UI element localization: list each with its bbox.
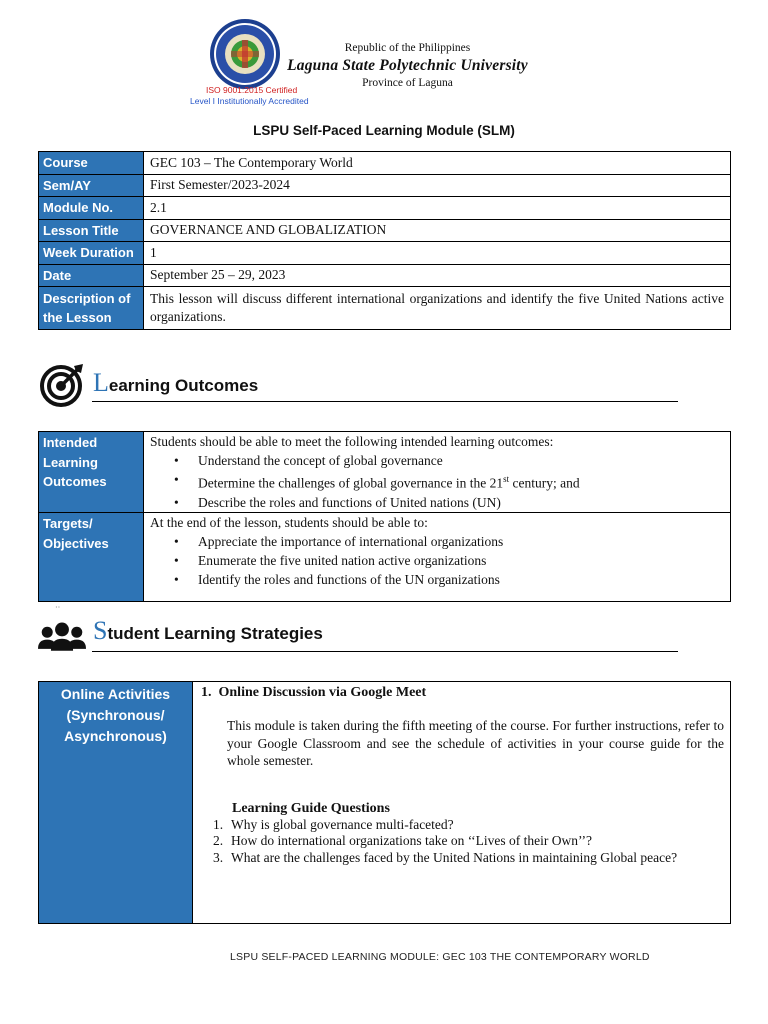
lesson-title-value: GOVERNANCE AND GLOBALIZATION [144, 219, 731, 242]
list-item [213, 817, 724, 834]
course-value: GEC 103 – The Contemporary World [144, 152, 731, 175]
list-item-text: Describe the roles and functions of United nations (UN) [198, 494, 501, 510]
module-no-value: 2.1 [144, 197, 731, 220]
list-item-text: Identify the roles and functions of the UN organizations [198, 572, 500, 587]
list-item [174, 470, 724, 493]
targets-cell [144, 513, 731, 602]
strategies-title [93, 616, 323, 646]
list-item [174, 570, 724, 589]
question-number: 3. [213, 849, 224, 865]
learning-outcomes-table [38, 431, 731, 602]
activity-title: Online Discussion via Google Meet [218, 685, 427, 700]
heading-rule [92, 401, 678, 402]
list-item [213, 833, 724, 850]
page-footer: LSPU SELF-PACED LEARNING MODULE: GEC 103 THE CONTEMPORARY WORLD [230, 951, 650, 963]
online-activities-label: Online Activities (Synchronous/ Asynchronous) [39, 682, 193, 924]
iso-certification: ISO 9001:2015 Certified [206, 85, 298, 95]
date-value: September 25 – 29, 2023 [144, 264, 731, 287]
list-item [213, 850, 724, 867]
list-item-text: Understand the concept of global governance [198, 453, 443, 468]
module-no-row [39, 197, 731, 220]
question-text: Why is global governance multi-faceted? [231, 816, 454, 832]
week-duration-row [39, 242, 731, 265]
online-activities-row [39, 682, 731, 924]
heading-rule [92, 651, 678, 652]
learning-outcomes-heading [38, 362, 678, 408]
question-text: How do international organizations take on ‘‘Lives of their Own’’? [231, 833, 593, 848]
strategies-table [38, 681, 731, 924]
list-item-text: Determine the challenges of global governance in the 21 [198, 475, 504, 491]
online-activities-cell [193, 682, 731, 924]
list-item [174, 493, 724, 512]
list-item-tail: century; and [509, 475, 580, 491]
semay-label: Sem/AY [39, 174, 144, 197]
description-label: Description of the Lesson [39, 287, 144, 330]
republic-text: Republic of the Philippines [344, 42, 471, 54]
group-people-icon [38, 612, 86, 658]
dot-marks: ·· [55, 603, 61, 612]
list-item-text: Enumerate the five united nation active organizations [198, 553, 487, 568]
list-item [174, 451, 724, 470]
lesson-title-label: Lesson Title [39, 219, 144, 242]
date-row [39, 264, 731, 287]
activity-number: 1. [201, 685, 212, 700]
course-label: Course [39, 152, 144, 175]
targets-row [39, 513, 731, 602]
targets-intro: At the end of the lesson, students should be able to: [150, 515, 428, 530]
intended-list [150, 451, 724, 512]
activity-text: This module is taken during the fifth meeting of the course. For further instructions, refer to your Google Classroom and see the schedule of activities in your course guide for the whole semester. [227, 718, 724, 768]
week-duration-label: Week Duration [39, 242, 144, 265]
heading-initial-l: L [93, 368, 109, 397]
list-item [174, 532, 724, 551]
module-no-label: Module No. [39, 197, 144, 220]
list-item [174, 551, 724, 570]
guide-title: Learning Guide Questions [232, 800, 390, 816]
province-text: Province of Laguna [362, 77, 453, 89]
date-label: Date [39, 264, 144, 287]
module-title: LSPU Self-Paced Learning Module (SLM) [253, 123, 515, 138]
learning-outcomes-title [93, 368, 258, 398]
intended-intro: Students should be able to meet the following intended learning outcomes: [150, 434, 554, 449]
accreditation-text: Level I Institutionally Accredited [190, 96, 309, 106]
course-info-table [38, 151, 731, 330]
list-item-text: Appreciate the importance of international organizations [198, 534, 504, 549]
question-number: 1. [213, 816, 224, 832]
heading-rest: earning Outcomes [108, 376, 259, 395]
strategies-heading [38, 612, 678, 658]
intended-outcomes-label: Intended Learning Outcomes [39, 432, 144, 513]
heading-initial-s: S [93, 616, 108, 645]
targets-list [150, 532, 724, 589]
description-row [39, 287, 731, 330]
university-name: Laguna State Polytechnic University [287, 57, 528, 74]
lesson-title-row [39, 219, 731, 242]
targets-label: Targets/ Objectives [39, 513, 144, 602]
superscript-st: st [503, 474, 510, 484]
intended-outcomes-row [39, 432, 731, 513]
intended-outcomes-cell [144, 432, 731, 513]
guide-questions-list [201, 817, 724, 867]
course-row [39, 152, 731, 175]
question-number: 2. [213, 833, 224, 848]
question-text: What are the challenges faced by the United Nations in maintaining Global peace? [231, 849, 678, 865]
semay-value: First Semester/2023-2024 [144, 174, 731, 197]
heading-rest: tudent Learning Strategies [107, 624, 323, 643]
activity-heading [201, 684, 724, 701]
target-icon [38, 362, 86, 408]
week-duration-value: 1 [144, 242, 731, 265]
description-value: This lesson will discuss different international organizations and identify the five United Nations active organizations. [144, 287, 731, 330]
university-seal-logo [209, 18, 281, 90]
semay-row [39, 174, 731, 197]
